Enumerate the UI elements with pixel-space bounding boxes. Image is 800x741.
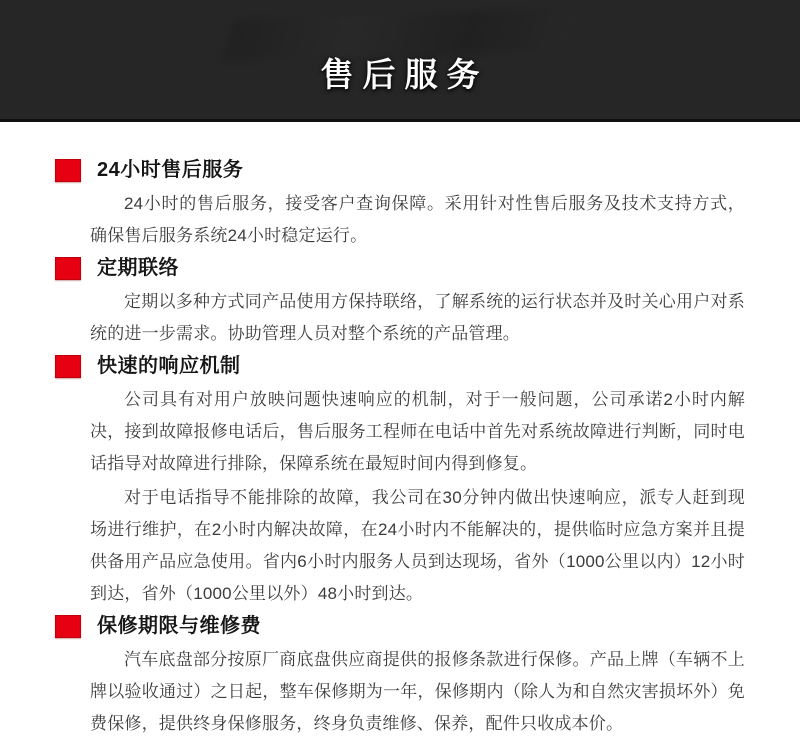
section-heading-row: [55, 256, 745, 280]
section-heading: 24小时售后服务: [97, 159, 244, 181]
section-heading: 快速的响应机制: [97, 355, 241, 377]
section-paragraph: 定期以多种方式同产品使用方保持联络，了解系统的运行状态并及时关心用户对系统的进一步需求。协助管理人员对整个系统的产品管理。: [90, 292, 745, 343]
section-paragraph: 24小时的售后服务，接受客户查询保障。采用针对性售后服务及技术支持方式，确保售后服务系统24小时稳定运行。: [90, 194, 745, 245]
section-heading: 定期联络: [97, 257, 179, 279]
section-heading: 保修期限与维修费: [97, 615, 261, 637]
section-heading-row: [55, 158, 745, 182]
red-square-bullet: [55, 257, 81, 280]
section-paragraph: 汽车底盘部分按原厂商底盘供应商提供的报修条款进行保修。产品上牌（车辆不上牌以验收通过）之日起，整车保修期为一年，保修期内（除人为和自然灾害损坏外）免费保修，提供终身保修服务，终身负责维修、保养，配件只收成本价。: [90, 650, 745, 733]
section-heading-row: [55, 354, 745, 378]
section-rapid-response: [55, 354, 745, 610]
section-heading-row: [55, 614, 745, 638]
red-square-bullet: [55, 159, 81, 182]
red-square-bullet: [55, 355, 81, 378]
section-paragraph: 对于电话指导不能排除的故障，我公司在30分钟内做出快速响应，派专人赶到现场进行维护，在2小时内解决故障，在24小时内不能解决的，提供临时应急方案并且提供备用产品应急使用。省内6小时内服务人员到达现场，省外（1000公里以内）12小时到达，省外（1000公里以外）48小时到达。: [90, 488, 745, 603]
page-title: 售后服务: [320, 56, 489, 93]
section-warranty-and-fees: [55, 614, 745, 740]
content-area: [0, 122, 800, 740]
section-24h-service: [55, 158, 745, 252]
section-paragraph: 公司具有对用户放映问题快速响应的机制，对于一般问题，公司承诺2小时内解决，接到故障报修电话后，售后服务工程师在电话中首先对系统故障进行判断，同时电话指导对故障进行排除，保障系统在最短时间内得到修复。: [90, 390, 745, 473]
section-regular-contact: [55, 256, 745, 350]
red-square-bullet: [55, 615, 81, 638]
page-header: [0, 0, 800, 122]
